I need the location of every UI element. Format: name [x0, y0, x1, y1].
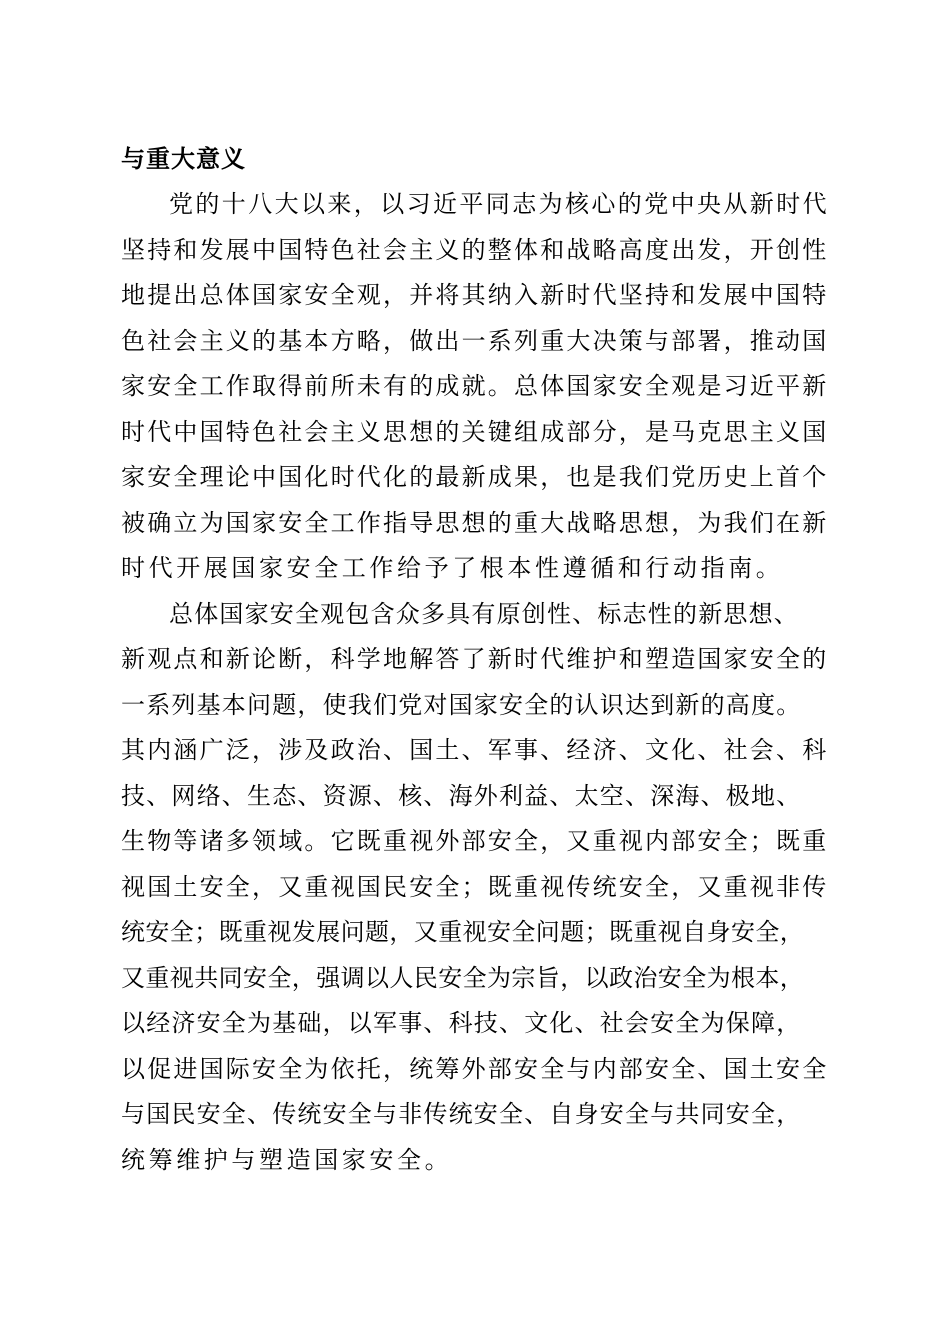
section-heading: 与重大意义 [121, 145, 246, 173]
paragraph-line: 新观点和新论断，科学地解答了新时代维护和塑造国家安全的 [121, 645, 829, 673]
paragraph-1 [121, 182, 833, 592]
document-body [121, 137, 833, 1183]
paragraph-line: 统安全；既重视发展问题，又重视安全问题；既重视自身安全， [121, 918, 805, 946]
paragraph-line: 家安全理论中国化时代化的最新成果，也是我们党历史上首个 [121, 463, 829, 491]
paragraph-line: 其内涵广泛，涉及政治、国土、军事、经济、文化、社会、科 [121, 736, 829, 764]
paragraph-line: 以经济安全为基础，以军事、科技、文化、社会安全为保障， [121, 1009, 802, 1037]
paragraph-line: 被确立为国家安全工作指导思想的重大战略思想，为我们在新 [121, 508, 829, 537]
paragraph-line: 坚持和发展中国特色社会主义的整体和战略高度出发，开创性 [121, 235, 829, 264]
paragraph-line: 家安全工作取得前所未有的成就。总体国家安全观是习近平新 [121, 372, 829, 400]
paragraph-line: 视国土安全，又重视国民安全；既重视传统安全，又重视非传 [121, 872, 829, 901]
paragraph-line: 生物等诸多领域。它既重视外部安全，又重视内部安全；既重 [121, 827, 829, 855]
paragraph-line: 总体国家安全观包含众多具有原创性、标志性的新思想、 [169, 599, 799, 628]
paragraph-2 [121, 592, 833, 1184]
paragraph-line: 时代中国特色社会主义思想的关键组成部分，是马克思主义国 [121, 417, 829, 446]
paragraph-line: 一系列基本问题，使我们党对国家安全的认识达到新的高度。 [121, 690, 802, 719]
paragraph-line: 与国民安全、传统安全与非传统安全、自身安全与共同安全， [121, 1100, 802, 1128]
paragraph-line: 党的十八大以来，以习近平同志为核心的党中央从新时代 [169, 190, 829, 218]
paragraph-line: 统筹维护与塑造国家安全。 [121, 1145, 453, 1174]
paragraph-line: 色社会主义的基本方略，做出一系列重大决策与部署，推动国 [121, 326, 829, 355]
paragraph-line: 以促进国际安全为依托，统筹外部安全与内部安全、国土安全 [121, 1054, 829, 1083]
paragraph-line: 又重视共同安全，强调以人民安全为宗旨，以政治安全为根本， [121, 963, 805, 992]
paragraph-line: 技、网络、生态、资源、核、海外利益、太空、深海、极地、 [121, 781, 802, 810]
paragraph-line: 时代开展国家安全工作给予了根本性遵循和行动指南。 [121, 554, 784, 582]
paragraph-line: 地提出总体国家安全观，并将其纳入新时代坚持和发展中国特 [121, 281, 829, 309]
